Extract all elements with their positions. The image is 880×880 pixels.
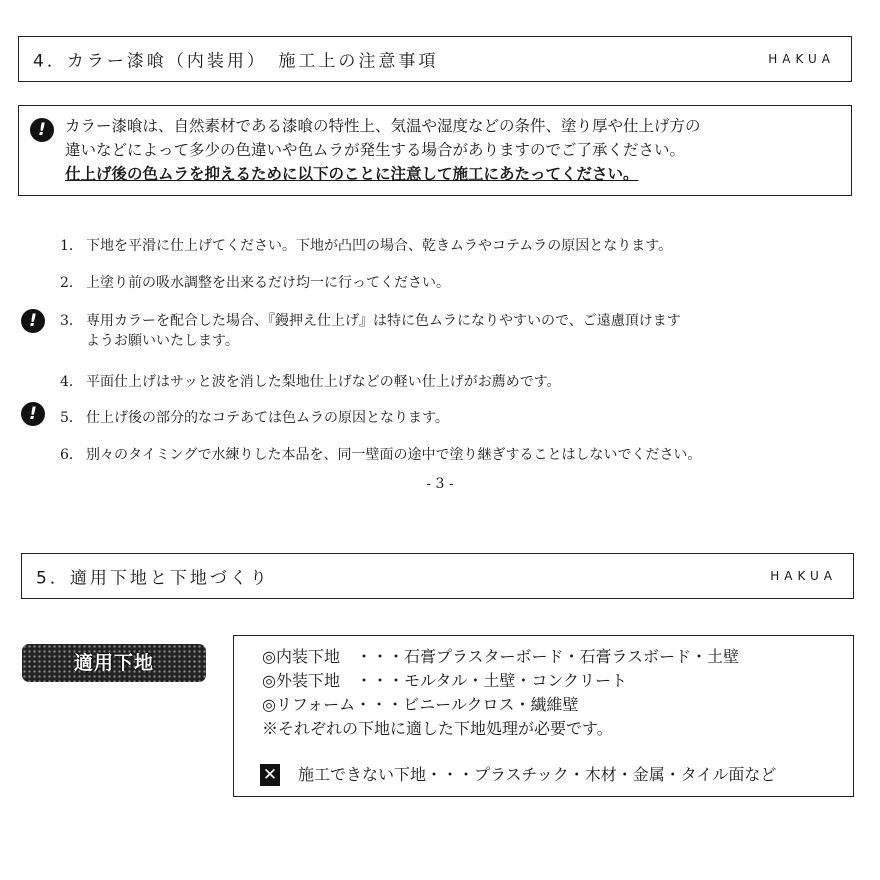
item-text: 下地を平滑に仕上げてください。下地が凸凹の場合、乾きムラやコテムラの原因となります。 [86, 238, 673, 254]
warning-icon: ! [21, 402, 45, 426]
list-item [60, 311, 681, 351]
section5-title: 5．適用下地と下地づくり [36, 568, 270, 589]
item-text: 専用カラーを配合した場合、『鏝押え仕上げ』は特に色ムラになりやすいので、ご遠慮頂けます [86, 313, 681, 329]
item-number: 2． [60, 275, 83, 291]
list-item [60, 408, 449, 428]
section5-header [21, 553, 854, 599]
substrate-box [233, 635, 854, 797]
item-text: 上塗り前の吸水調整を出来るだけ均一に行ってください。 [86, 275, 450, 291]
warning-icon: ! [30, 118, 54, 142]
item-number: 3． [60, 313, 83, 329]
item-text: 別々のタイミングで水練りした本品を、同一壁面の途中で塗り継ぎすることはしないでください。 [86, 447, 702, 463]
list-item [60, 372, 561, 392]
list-item [60, 236, 672, 256]
notice-box [18, 105, 852, 196]
item-text: 平面仕上げはサッと波を消した梨地仕上げなどの軽い仕上げがお薦めです。 [86, 374, 561, 390]
list-item [60, 273, 450, 293]
list-item [60, 445, 701, 465]
item-text: 仕上げ後の部分的なコテあては色ムラの原因となります。 [86, 410, 449, 426]
notice-text [65, 114, 841, 186]
notice-line: カラー漆喰は、自然素材である漆喰の特性上、気温や湿度などの条件、塗り厚や仕上げ方の [65, 117, 701, 135]
substrate-badge: 適用下地 [22, 644, 206, 682]
notice-line: 違いなどによって多少の色違いや色ムラが発生する場合がありますのでご了承ください。 [65, 141, 686, 159]
section4-title: 4．カラー漆喰（内装用） 施工上の注意事項 [33, 51, 439, 72]
section4-header [18, 36, 852, 82]
page-number: - 3 - [426, 476, 454, 492]
brand-logo: HAKUA [768, 52, 835, 66]
substrate-line: ◎内装下地 ・・・石膏プラスターボード・石膏ラスボード・土壁 [262, 647, 740, 666]
item-number: 5． [60, 410, 83, 426]
substrate-line: ◎外装下地 ・・・モルタル・土壁・コンクリート [262, 671, 628, 690]
item-number: 1． [60, 238, 83, 254]
item-text-continued: ようお願いいたします。 [86, 333, 239, 349]
substrate-note: ※それぞれの下地に適した下地処理が必要です。 [262, 719, 613, 738]
cross-icon: ✕ [260, 764, 280, 786]
unsuitable-substrate-text: 施工できない下地・・・プラスチック・木材・金属・タイル面など [298, 765, 777, 784]
warning-icon: ! [21, 309, 45, 333]
notice-emphasis: 仕上げ後の色ムラを抑えるために以下のことに注意して施工にあたってください。 [65, 164, 639, 183]
item-number: 6． [60, 447, 83, 463]
brand-logo: HAKUA [770, 569, 837, 583]
item-number: 4． [60, 374, 83, 390]
substrate-line: ◎リフォーム・・・ビニールクロス・繊維壁 [262, 695, 579, 714]
